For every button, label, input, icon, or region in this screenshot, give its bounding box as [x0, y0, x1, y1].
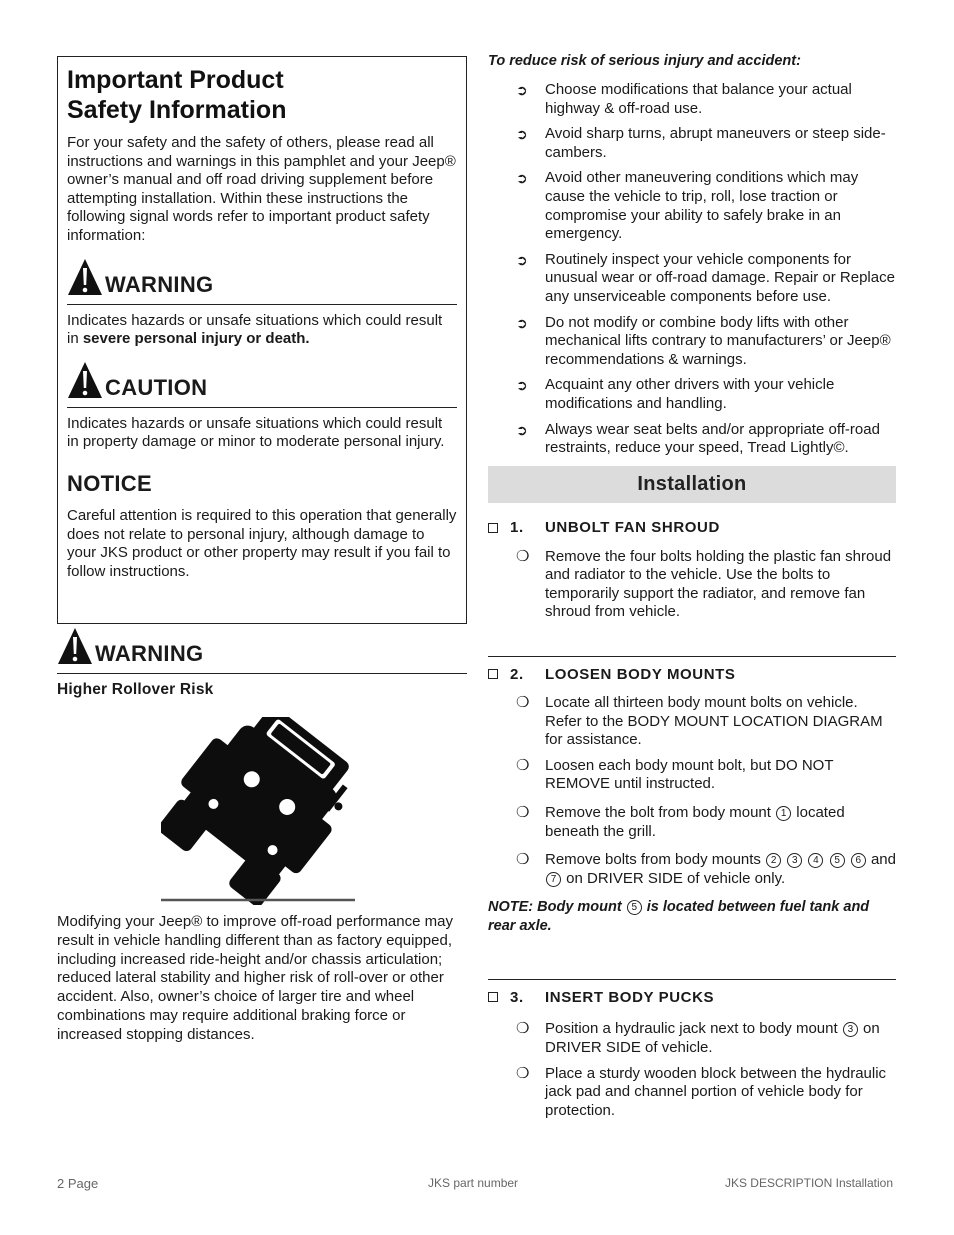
vehicle-rollover-illustration	[161, 717, 355, 905]
list-item: ❍ Position a hydraulic jack next to body mount 3 on DRIVER SIDE of vehicle.	[488, 1020, 896, 1057]
reduce-risk-list	[488, 81, 896, 458]
list-item: ❍ Locate all thirteen body mount bolts on vehicle. Refer to the BODY MOUNT LOCATION DIAGRAM for assistance.	[488, 694, 896, 750]
list-item: ➲ Choose modifications that balance your actual highway & off-road use.	[488, 81, 896, 118]
notice-description: Careful attention is required to this operation that generally does not relate to personal injury, although damage to your JKS product or other property may result if you fail to follow instructions.	[67, 506, 457, 580]
list-item: ➲ Always wear seat belts and/or appropriate off-road restraints, reduce your speed, Tread Lightly©.	[488, 421, 896, 458]
list-item: ➲ Routinely inspect your vehicle components for unusual wear or off-road damage. Repair or Replace any unserviceable components before use.	[488, 251, 896, 307]
list-item: ➲ Avoid sharp turns, abrupt maneuvers or steep side-cambers.	[488, 125, 896, 162]
warning-word: WARNING	[105, 271, 214, 297]
list-item: ❍ Remove the four bolts holding the plastic fan shroud and radiator to the vehicle. Use the bolts to temporarily support the radiator, and remove fan shroud from vehicle.	[488, 548, 896, 622]
caution-signal	[67, 368, 457, 408]
list-item: ➲ Avoid other maneuvering conditions which may cause the vehicle to trip, roll, lose traction or compromise your ability to safely brake in an emergency.	[488, 169, 896, 243]
step-3-heading: 3. INSERT BODY PUCKS	[488, 986, 896, 1008]
warning-triangle-icon	[67, 258, 103, 296]
arrow-bullet-icon: ➲	[516, 314, 528, 331]
warning-description: Indicates hazards or unsafe situations which could result in severe personal injury or death.	[67, 311, 443, 348]
caution-triangle-icon	[67, 361, 103, 399]
body-mount-number: 5	[830, 853, 845, 868]
circle-bullet-icon: ❍	[516, 851, 530, 869]
rollover-description: Modifying your Jeep® to improve off-road performance may result in vehicle handling different than as factory equipped, including increased ride-height and/or chassis articulation; reduced lateral stability and higher risk of roll-over or other accident. Also, owner’s choice of larger tire and wheel combinations may require additional braking force or increased stopping distances.	[57, 913, 453, 1043]
arrow-bullet-icon: ➲	[516, 170, 528, 187]
body-mount-number: 3	[843, 1022, 858, 1037]
list-item: ❍ Remove bolts from body mounts 2 3 4 5 6 and 7 on DRIVER SIDE of vehicle only.	[488, 851, 896, 888]
rollover-warning-signal	[57, 630, 467, 674]
arrow-bullet-icon: ➲	[516, 126, 528, 143]
arrow-bullet-icon: ➲	[516, 82, 528, 98]
left-column	[57, 56, 467, 1045]
divider	[488, 979, 896, 980]
warning-word: WARNING	[95, 641, 204, 666]
safety-box-title: Important Product Safety Information	[67, 66, 287, 124]
footer-page-number: 2 Page	[57, 1176, 99, 1191]
arrow-bullet-icon: ➲	[516, 251, 528, 268]
body-mount-note: NOTE: Body mount 5 is located between fuel tank and rear axle.	[488, 899, 870, 935]
circle-bullet-icon: ❍	[516, 547, 530, 565]
arrow-bullet-icon: ➲	[516, 421, 528, 438]
step-1-list	[488, 548, 896, 622]
list-item: ❍ Loosen each body mount bolt, but DO NOT REMOVE until instructed.	[488, 757, 896, 794]
body-mount-number: 4	[808, 853, 823, 868]
circle-bullet-icon: ❍	[516, 694, 530, 712]
footer-part-number: JKS part number	[428, 1176, 519, 1190]
list-item: ❍ Remove the bolt from body mount 1 located beneath the grill.	[488, 804, 896, 841]
warning-signal	[67, 265, 457, 305]
installation-header: Installation	[488, 466, 896, 503]
body-mount-number: 6	[851, 853, 866, 868]
body-mount-number: 2	[766, 853, 781, 868]
arrow-bullet-icon: ➲	[516, 377, 528, 394]
list-item: ❍ Place a sturdy wooden block between the hydraulic jack pad and channel portion of vehicle body for protection.	[488, 1065, 896, 1121]
step-1-heading: 1. UNBOLT FAN SHROUD	[488, 517, 896, 539]
checkbox-icon[interactable]	[488, 669, 498, 679]
step-2-list	[488, 694, 896, 888]
checkbox-icon[interactable]	[488, 523, 498, 533]
caution-description: Indicates hazards or unsafe situations which could result in property damage or minor to moderate personal injury.	[67, 414, 445, 451]
circle-bullet-icon: ❍	[516, 804, 530, 822]
safety-info-box	[57, 56, 467, 624]
list-item: ➲ Do not modify or combine body lifts with other mechanical lifts contrary to manufacturers’ or Jeep® recommendations & warnings.	[488, 314, 896, 370]
safety-intro: For your safety and the safety of others, please read all instructions and warnings in this pamphlet and your Jeep® owner’s manual and off road driving supplement before attempting installation. Within these instructions the following signal words refer to important product safety information:	[67, 134, 456, 244]
reduce-risk-heading: To reduce risk of serious injury and accident:	[488, 53, 801, 69]
body-mount-number: 1	[776, 806, 791, 821]
divider	[488, 656, 896, 657]
circle-bullet-icon: ❍	[516, 1064, 530, 1082]
step-2-heading: 2. LOOSEN BODY MOUNTS	[488, 663, 896, 685]
checkbox-icon[interactable]	[488, 992, 498, 1002]
circle-bullet-icon: ❍	[516, 756, 530, 774]
list-item: ➲ Acquaint any other drivers with your vehicle modifications and handling.	[488, 376, 896, 413]
step-3-list	[488, 1020, 896, 1120]
warning-triangle-icon	[57, 627, 93, 665]
caution-word: CAUTION	[105, 374, 208, 400]
notice-word: NOTICE	[67, 470, 152, 496]
circle-bullet-icon: ❍	[516, 1020, 530, 1038]
right-column	[488, 50, 896, 1127]
body-mount-number: 7	[546, 872, 561, 887]
footer-description: JKS DESCRIPTION Installation	[724, 1176, 893, 1190]
rollover-heading: Higher Rollover Risk	[57, 681, 214, 698]
body-mount-number: 5	[627, 900, 642, 915]
body-mount-number: 3	[787, 853, 802, 868]
